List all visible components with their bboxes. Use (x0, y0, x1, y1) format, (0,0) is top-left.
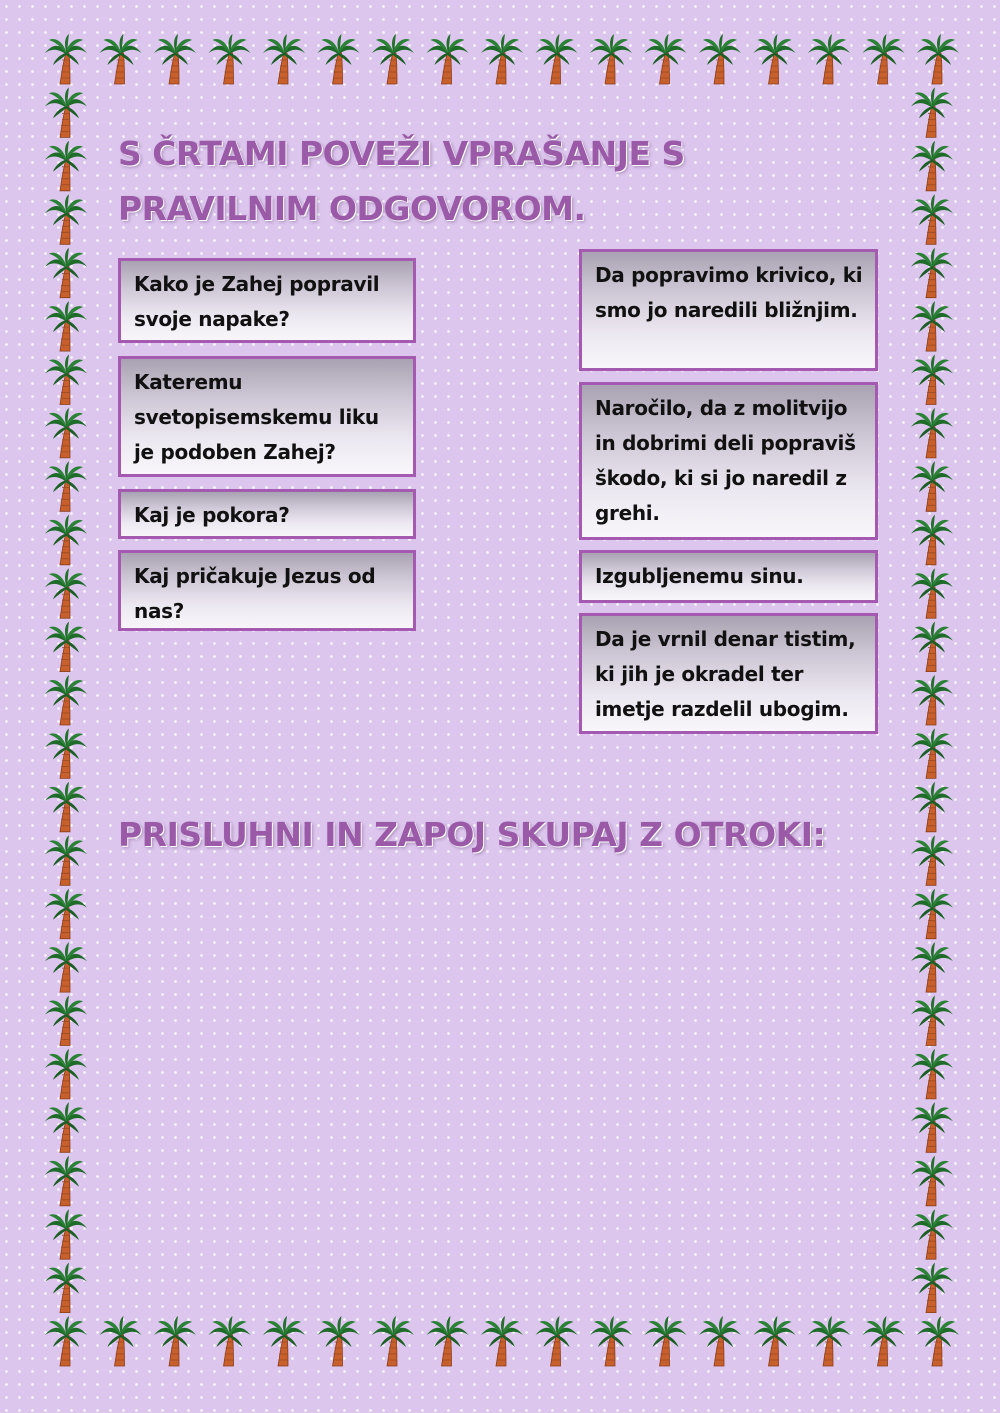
palm-tree-icon (911, 782, 953, 832)
palm-tree-icon (911, 355, 953, 405)
palm-tree-icon (536, 1316, 578, 1366)
question-card[interactable] (118, 550, 416, 631)
palm-tree-icon (911, 248, 953, 298)
palm-tree-icon (154, 1316, 196, 1366)
palm-tree-icon (863, 34, 905, 84)
question-text: Kaj pričakuje Jezus od nas? (134, 564, 376, 623)
palm-tree-icon (911, 942, 953, 992)
palm-tree-icon (45, 515, 87, 565)
palm-tree-icon (45, 782, 87, 832)
palm-tree-icon (754, 1316, 796, 1366)
palm-tree-icon (45, 622, 87, 672)
palm-tree-icon (209, 1316, 251, 1366)
palm-tree-icon (911, 1049, 953, 1099)
palm-tree-icon (45, 1102, 87, 1152)
palm-tree-icon (45, 141, 87, 191)
palm-tree-icon (263, 34, 305, 84)
palm-tree-icon (318, 34, 360, 84)
palm-tree-icon (372, 1316, 414, 1366)
palm-tree-icon (45, 34, 87, 84)
palm-tree-icon (911, 87, 953, 137)
palm-tree-icon (911, 622, 953, 672)
palm-tree-icon (911, 1156, 953, 1206)
palm-tree-icon (536, 34, 578, 84)
palm-tree-icon (45, 1316, 87, 1366)
palm-tree-icon (318, 1316, 360, 1366)
question-text: Kaj je pokora? (134, 503, 290, 527)
palm-tree-icon (209, 34, 251, 84)
instruction-heading: S ČRTAMI POVEŽI VPRAŠANJE S PRAVILNIM ODGOVOROM. (118, 134, 685, 228)
palm-tree-icon (100, 34, 142, 84)
palm-tree-icon (100, 1316, 142, 1366)
song-heading: PRISLUHNI IN ZAPOJ SKUPAJ Z OTROKI: (118, 815, 826, 854)
answer-card[interactable] (579, 382, 878, 540)
palm-tree-icon (45, 1049, 87, 1099)
palm-tree-icon (911, 301, 953, 351)
question-card[interactable] (118, 489, 416, 539)
palm-tree-icon (699, 34, 741, 84)
palm-tree-icon (45, 675, 87, 725)
palm-tree-icon (917, 1316, 959, 1366)
palm-tree-icon (154, 34, 196, 84)
palm-tree-icon (911, 515, 953, 565)
palm-tree-icon (45, 568, 87, 618)
palm-tree-icon (45, 728, 87, 778)
question-card[interactable] (118, 258, 416, 343)
palm-tree-icon (481, 1316, 523, 1366)
answer-card[interactable] (579, 550, 878, 603)
palm-tree-icon (481, 34, 523, 84)
palm-tree-icon (911, 1102, 953, 1152)
palm-tree-icon (911, 141, 953, 191)
question-text: Kateremu svetopisemskemu liku je podoben Zahej? (134, 370, 379, 464)
palm-tree-icon (754, 34, 796, 84)
palm-tree-icon (45, 408, 87, 458)
palm-tree-icon (911, 889, 953, 939)
palm-tree-icon (911, 568, 953, 618)
palm-tree-icon (45, 355, 87, 405)
answer-text: Izgubljenemu sinu. (595, 564, 804, 588)
palm-tree-icon (45, 1263, 87, 1313)
palm-tree-icon (911, 996, 953, 1046)
palm-tree-icon (917, 34, 959, 84)
palm-tree-icon (863, 1316, 905, 1366)
answer-text: Naročilo, da z molitvijo in dobrimi deli popraviš škodo, ki si jo naredil z grehi. (595, 396, 856, 525)
palm-tree-icon (45, 301, 87, 351)
palm-tree-icon (911, 728, 953, 778)
palm-tree-icon (911, 1209, 953, 1259)
palm-tree-icon (590, 1316, 632, 1366)
palm-tree-icon (45, 461, 87, 511)
answer-card[interactable] (579, 249, 878, 371)
question-text: Kako je Zahej popravil svoje napake? (134, 272, 380, 331)
palm-tree-icon (263, 1316, 305, 1366)
palm-tree-icon (45, 835, 87, 885)
palm-tree-icon (699, 1316, 741, 1366)
answer-text: Da je vrnil denar tistim, ki jih je okradel ter imetje razdelil ubogim. (595, 627, 856, 721)
palm-tree-icon (808, 1316, 850, 1366)
palm-tree-icon (427, 34, 469, 84)
palm-tree-icon (45, 87, 87, 137)
palm-tree-icon (427, 1316, 469, 1366)
palm-tree-icon (911, 1263, 953, 1313)
palm-tree-icon (645, 34, 687, 84)
answer-card[interactable] (579, 613, 878, 734)
answer-text: Da popravimo krivico, ki smo jo naredili bližnjim. (595, 263, 863, 322)
palm-tree-icon (808, 34, 850, 84)
palm-tree-icon (45, 942, 87, 992)
palm-tree-icon (911, 675, 953, 725)
palm-tree-icon (45, 889, 87, 939)
palm-tree-icon (911, 194, 953, 244)
palm-tree-icon (45, 996, 87, 1046)
palm-tree-icon (911, 835, 953, 885)
palm-tree-icon (911, 408, 953, 458)
palm-tree-icon (911, 461, 953, 511)
palm-tree-icon (372, 34, 414, 84)
palm-tree-icon (590, 34, 632, 84)
palm-tree-icon (45, 248, 87, 298)
palm-tree-icon (45, 194, 87, 244)
question-card[interactable] (118, 356, 416, 477)
palm-tree-icon (45, 1156, 87, 1206)
palm-tree-icon (45, 1209, 87, 1259)
palm-tree-icon (645, 1316, 687, 1366)
